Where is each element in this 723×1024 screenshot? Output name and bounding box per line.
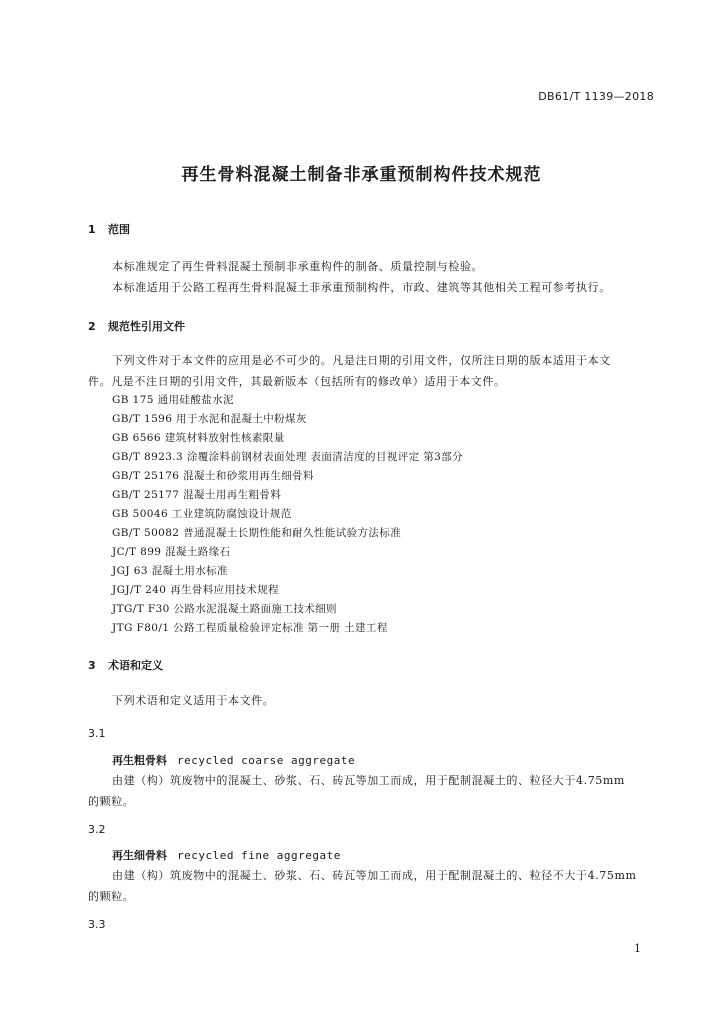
section-1-paragraph: 本标准规定了再生骨料混凝土预制非承重构件的制备、质量控制与检验。 bbox=[112, 260, 484, 273]
term-heading bbox=[112, 752, 355, 768]
term-number: 3.1 bbox=[88, 727, 106, 740]
reference-item: GB 6566 建筑材料放射性核素限量 bbox=[112, 432, 285, 444]
section-title: 范围 bbox=[108, 223, 130, 236]
term-zh: 再生粗骨料 bbox=[112, 754, 167, 767]
reference-item: GB/T 50082 普通混凝土长期性能和耐久性能试验方法标准 bbox=[112, 527, 402, 539]
term-definition-cont: 的颗粒。 bbox=[88, 890, 135, 903]
section-2-intro: 下列文件对于本文件的应用是必不可少的。凡是注日期的引用文件，仅所注日期的版本适用于本文 bbox=[112, 354, 611, 367]
section-3-intro: 下列术语和定义适用于本文件。 bbox=[112, 694, 275, 707]
reference-item: GB/T 25177 混凝土用再生粗骨料 bbox=[112, 489, 282, 501]
section-3-heading bbox=[88, 657, 163, 673]
page-number: 1 bbox=[634, 942, 641, 955]
term-number: 3.2 bbox=[88, 823, 106, 836]
reference-item: JTG/T F30 公路水泥混凝土路面施工技术细则 bbox=[112, 603, 337, 615]
section-number: 2 bbox=[88, 320, 96, 333]
reference-item: JC/T 899 混凝土路缘石 bbox=[112, 546, 231, 558]
term-heading bbox=[112, 847, 341, 863]
section-2-intro-cont: 件。凡是不注日期的引用文件，其最新版本（包括所有的修改单）适用于本文件。 bbox=[88, 375, 506, 388]
section-number: 1 bbox=[88, 223, 96, 236]
reference-item: GB/T 25176 混凝土和砂浆用再生细骨料 bbox=[112, 470, 314, 482]
document-code: DB61/T 1139—2018 bbox=[538, 90, 654, 103]
section-1-heading bbox=[88, 221, 130, 237]
term-definition: 由建（构）筑废物中的混凝土、砂浆、石、砖瓦等加工而成，用于配制混凝土的、粒径大于4.75mm bbox=[112, 774, 625, 787]
term-en: recycled coarse aggregate bbox=[177, 754, 356, 767]
section-number: 3 bbox=[88, 659, 96, 672]
reference-item: GB/T 1596 用于水泥和混凝土中粉煤灰 bbox=[112, 413, 307, 425]
reference-item: GB 175 通用硅酸盐水泥 bbox=[112, 394, 234, 406]
section-2-heading bbox=[88, 318, 185, 334]
reference-item: JGJ/T 240 再生骨料应用技术规程 bbox=[112, 584, 280, 596]
section-title: 规范性引用文件 bbox=[108, 320, 185, 333]
reference-item: GB 50046 工业建筑防腐蚀设计规范 bbox=[112, 508, 292, 520]
term-number: 3.3 bbox=[88, 918, 106, 931]
document-title: 再生骨料混凝土制备非承重预制构件技术规范 bbox=[181, 165, 542, 185]
term-definition: 由建（构）筑废物中的混凝土、砂浆、石、砖瓦等加工而成，用于配制混凝土的、粒径不大于4.75mm bbox=[112, 869, 637, 882]
term-definition-cont: 的颗粒。 bbox=[88, 795, 135, 808]
term-zh: 再生细骨料 bbox=[112, 849, 167, 862]
reference-item: JGJ 63 混凝土用水标准 bbox=[112, 565, 228, 577]
reference-item: JTG F80/1 公路工程质量检验评定标准 第一册 土建工程 bbox=[112, 622, 388, 634]
section-1-paragraph: 本标准适用于公路工程再生骨料混凝土非承重预制构件，市政、建筑等其他相关工程可参考执行。 bbox=[112, 281, 611, 294]
reference-item: GB/T 8923.3 涂覆涂料前钢材表面处理 表面清洁度的目视评定 第3部分 bbox=[112, 451, 464, 463]
term-en: recycled fine aggregate bbox=[177, 849, 341, 862]
section-title: 术语和定义 bbox=[108, 659, 163, 672]
